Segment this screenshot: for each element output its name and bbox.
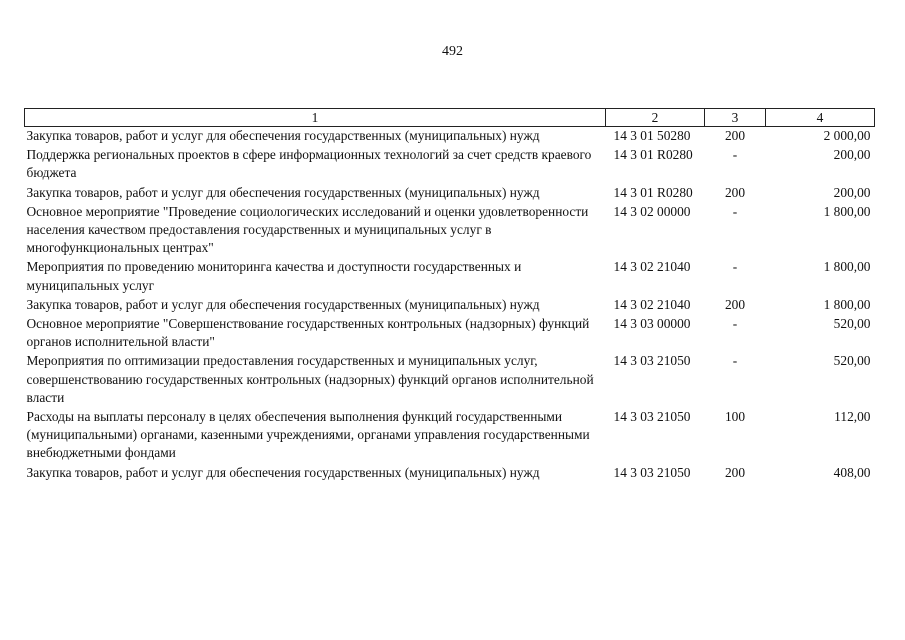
row-amount: 408,00 bbox=[833, 464, 871, 480]
table-row bbox=[25, 127, 875, 147]
row-code: 14 3 01 50280 bbox=[613, 128, 691, 143]
row-code: 14 3 03 00000 bbox=[613, 316, 691, 332]
column-header-1: 1 bbox=[25, 109, 606, 127]
row-amount: 1 800,00 bbox=[823, 259, 871, 275]
table-row bbox=[25, 146, 875, 183]
column-header-2: 2 bbox=[606, 109, 705, 127]
row-expense-type: - bbox=[732, 316, 738, 332]
table-row bbox=[25, 315, 875, 352]
budget-table bbox=[24, 108, 875, 483]
row-expense-type: - bbox=[732, 203, 738, 219]
row-name: Мероприятия по проведению мониторинга качества и доступности государственных и муниципальных услуг bbox=[26, 259, 522, 293]
row-amount: 200,00 bbox=[833, 184, 871, 200]
row-amount: 520,00 bbox=[833, 353, 871, 369]
table-row bbox=[25, 352, 875, 408]
row-name: Основное мероприятие "Совершенствование государственных контрольных (надзорных) функций органов исполнительной власти" bbox=[26, 316, 590, 350]
row-name: Закупка товаров, работ и услуг для обеспечения государственных (муниципальных) нужд bbox=[26, 464, 540, 480]
row-expense-type: - bbox=[732, 147, 738, 163]
row-expense-type: 100 bbox=[724, 409, 746, 425]
row-expense-type: 200 bbox=[724, 296, 746, 312]
row-name: Мероприятия по оптимизации предоставления государственных и муниципальных услуг, совершенствованию государственных контрольных (надзорных) функций органов исполнительной власти bbox=[26, 353, 594, 405]
page-number: 492 bbox=[442, 44, 463, 59]
row-code: 14 3 03 21050 bbox=[613, 353, 691, 369]
row-code: 14 3 02 00000 bbox=[613, 203, 691, 219]
column-header-4: 4 bbox=[766, 109, 875, 127]
table-header-row bbox=[25, 109, 875, 127]
table-row bbox=[25, 203, 875, 259]
table-row bbox=[25, 464, 875, 483]
row-code: 14 3 03 21050 bbox=[613, 464, 691, 480]
row-name: Основное мероприятие "Проведение социологических исследований и оценки удовлетворенности населения качеством предоставления государственных и муниципальных услуг в многофункциональных центрах" bbox=[26, 203, 589, 256]
row-code: 14 3 02 21040 bbox=[613, 259, 691, 275]
row-name: Расходы на выплаты персоналу в целях обеспечения выполнения функций государственными (муниципальными) органами, казенными учреждениями, органами управления государственными внебюджетными фондами bbox=[26, 409, 590, 461]
row-amount: 1 800,00 bbox=[823, 203, 871, 219]
column-header-3: 3 bbox=[705, 109, 766, 127]
row-code: 14 3 01 R0280 bbox=[613, 184, 693, 200]
row-amount: 1 800,00 bbox=[823, 296, 871, 312]
row-amount: 200,00 bbox=[833, 147, 871, 163]
table-row bbox=[25, 408, 875, 464]
row-amount: 112,00 bbox=[834, 409, 871, 425]
table-row bbox=[25, 296, 875, 315]
row-expense-type: - bbox=[732, 259, 738, 275]
row-name: Поддержка региональных проектов в сфере информационных технологий за счет средств краевого бюджета bbox=[26, 147, 592, 181]
row-expense-type: - bbox=[732, 353, 738, 369]
row-name: Закупка товаров, работ и услуг для обеспечения государственных (муниципальных) нужд bbox=[26, 184, 540, 200]
row-expense-type: 200 bbox=[724, 128, 746, 143]
row-code: 14 3 03 21050 bbox=[613, 409, 691, 425]
row-expense-type: 200 bbox=[724, 464, 746, 480]
row-amount: 2 000,00 bbox=[823, 128, 871, 143]
row-name: Закупка товаров, работ и услуг для обеспечения государственных (муниципальных) нужд bbox=[26, 296, 540, 312]
row-expense-type: 200 bbox=[724, 184, 746, 200]
row-name: Закупка товаров, работ и услуг для обеспечения государственных (муниципальных) нужд bbox=[26, 128, 540, 143]
row-code: 14 3 02 21040 bbox=[613, 296, 691, 312]
table-row bbox=[25, 258, 875, 295]
row-amount: 520,00 bbox=[833, 316, 871, 332]
row-code: 14 3 01 R0280 bbox=[613, 147, 693, 163]
table-row bbox=[25, 184, 875, 203]
